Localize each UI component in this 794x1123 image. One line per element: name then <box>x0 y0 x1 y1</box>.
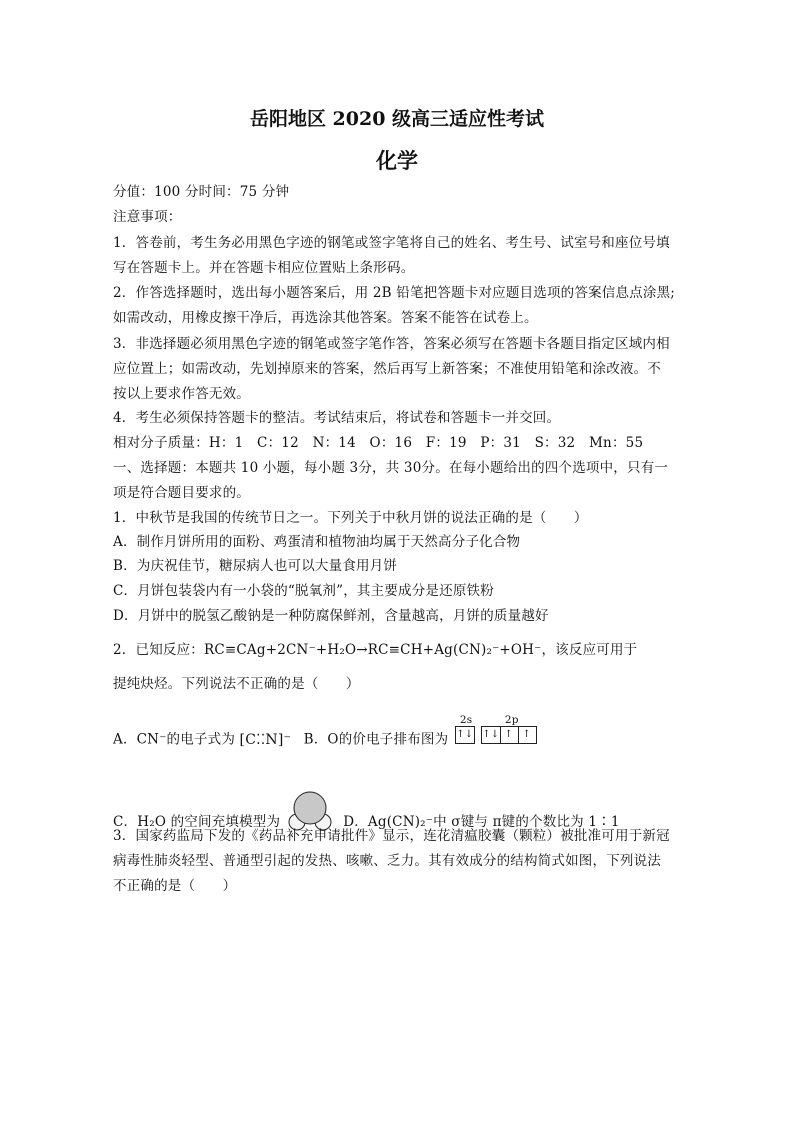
notice-1-line-2: 写在答题卡上。并在答题卡相应位置贴上条形码。 <box>113 260 415 276</box>
q2-stem-prefix: 2．已知反应： <box>113 642 204 658</box>
q2-option-d-text: D．Ag(CN)₂⁻中 σ键与 π键的个数比为 1∶1 <box>343 814 620 830</box>
atomic-mass: 相对分子质量：H：1 C：12 N：14 O：16 F：19 P：31 S：32 Mn：55 <box>113 435 644 451</box>
notice-3-line-1: 3．非选择题必须用黑色字迹的钢笔或签字笔作答，答案必须写在答题卡各题目指定区域内相 <box>113 336 670 352</box>
q3-line-2: 病毒性肺炎轻型、普通型引起的发热、咳嗽、乏力。其有效成分的结构简式如图，下列说法 <box>113 853 661 869</box>
orbital-2p-label: 2p <box>504 714 519 726</box>
orbital-2p-box <box>481 726 537 744</box>
q2-stem-line-2: 提纯炔烃。下列说法不正确的是（ ） <box>113 676 360 692</box>
orbital-2s-box <box>455 726 475 744</box>
section1-heading-line-2: 项是符合题目要求的。 <box>113 485 250 501</box>
notice-heading: 注意事项： <box>113 209 182 225</box>
q2-option-b-text: B．O的价电子排布图为 <box>303 731 449 748</box>
q1-option-c: C．月饼包装袋内有一小袋的“脱氧剂”，其主要成分是还原铁粉 <box>113 583 494 599</box>
up-arrow-icon: ↑ <box>522 729 532 740</box>
q2-option-c-text: C．H₂O 的空间充填模型为 <box>113 814 281 830</box>
score-time: 分值：100 分时间：75 分钟 <box>113 184 290 200</box>
q1-stem: 1．中秋节是我国的传统节日之一。下列关于中秋月饼的说法正确的是（ ） <box>113 510 588 526</box>
notice-3-line-2: 应位置上；如需改动，先划掉原来的答案，然后再写上新答案；不准使用铅笔和涂改液。不 <box>113 361 661 377</box>
notice-2-line-2: 如需改动，用橡皮擦干净后，再选涂其他答案。答案不能答在试卷上。 <box>113 310 538 326</box>
q2-equation: RC≡CAg+2CN⁻+H₂O→RC≡CH+Ag(CN)₂⁻+OH⁻ <box>204 642 542 658</box>
exam-title: 岳阳地区 2020 级高三适应性考试 <box>249 108 545 130</box>
q2-stem-suffix: ，该反应可用于 <box>541 642 638 658</box>
q1-option-b: B．为庆祝佳节，糖尿病人也可以大量食用月饼 <box>113 558 398 574</box>
q1-option-a: A．制作月饼所用的面粉、鸡蛋清和植物油均属于天然高分子化合物 <box>113 534 521 550</box>
notice-3-line-3: 按以上要求作答无效。 <box>113 386 250 402</box>
exam-subject: 化学 <box>376 148 418 173</box>
paired-arrows-icon: ↑↓ <box>456 729 474 740</box>
q3-line-1: 3．国家药监局下发的《药品补充申请批件》显示，连花清瘟胶囊（颗粒）被批准可用于新冠 <box>113 828 670 844</box>
q2-option-a-text: A．CN⁻的电子式为 <box>113 731 236 748</box>
paired-arrows-icon: ↑↓ <box>482 729 500 740</box>
q1-option-d: D．月饼中的脱氢乙酸钠是一种防腐保鲜剂，含量越高，月饼的质量越好 <box>113 608 549 624</box>
notice-4: 4．考生必须保持答题卡的整洁。考试结束后，将试卷和答题卡一并交回。 <box>113 410 561 426</box>
notice-2-line-1: 2．作答选择题时，选出每小题答案后，用 2B 铅笔把答题卡对应题目选项的答案信息点涂黑; <box>113 285 676 301</box>
orbital-2s-label: 2s <box>459 714 473 726</box>
q3-line-3: 不正确的是（ ） <box>113 878 237 894</box>
oxygen-orbital-diagram <box>453 712 533 748</box>
section1-heading-line-1: 一、选择题：本题共 10 小题，每小题 3分，共 30分。在每小题给出的四个选项中，只有一 <box>113 460 669 476</box>
q2-stem-line-1 <box>113 640 637 660</box>
cn-electron-formula: [C⁚⁚N]⁻ <box>239 731 292 748</box>
notice-1-line-1: 1．答卷前，考生务必用黑色字迹的钢笔或签字笔将自己的姓名、考生号、试室号和座位号填 <box>113 235 670 251</box>
up-arrow-icon: ↑ <box>504 729 514 740</box>
q2-options-ab <box>113 714 533 762</box>
